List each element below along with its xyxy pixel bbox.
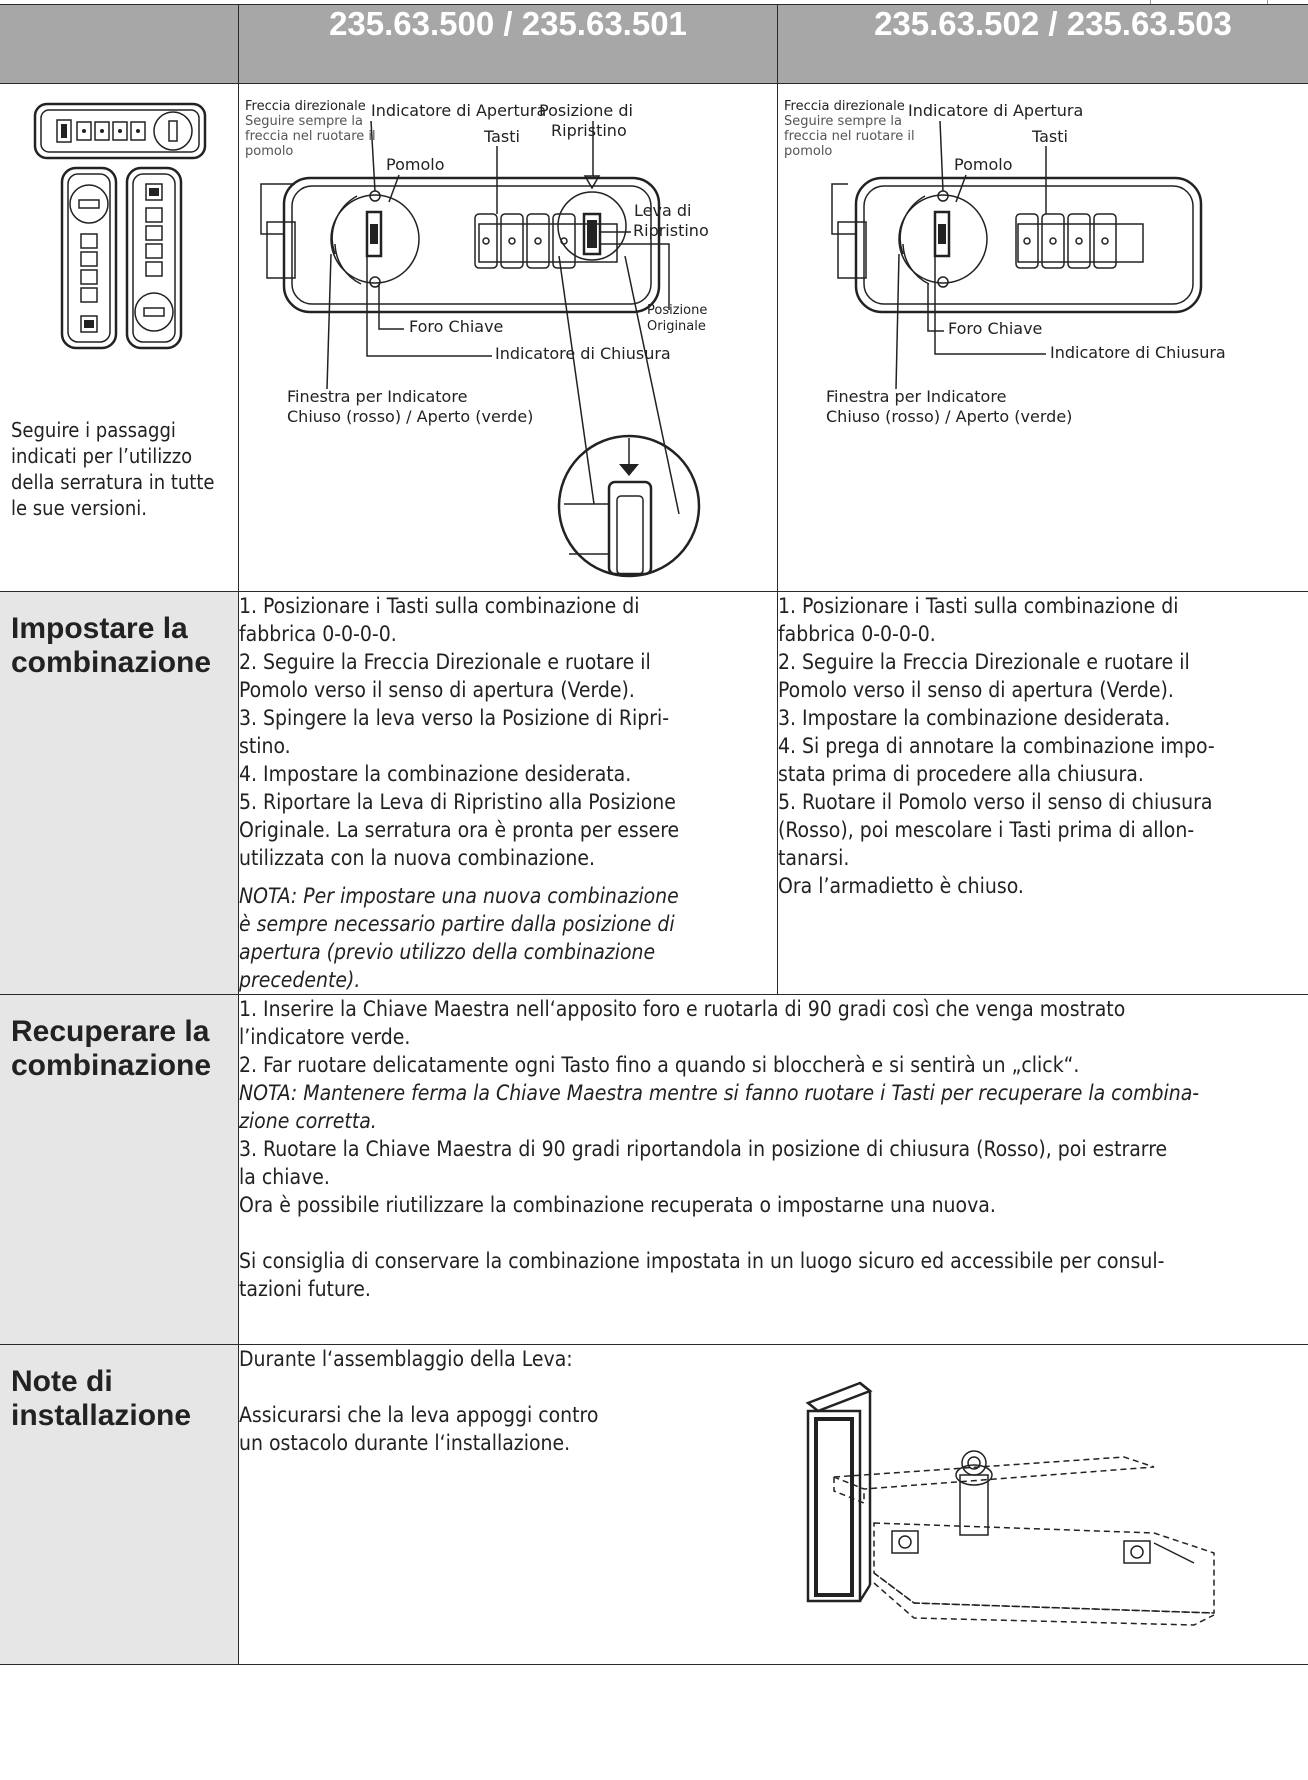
step-line: 5. Riportare la Leva di Ripristino alla Posizione: [239, 790, 676, 814]
knob-label: Pomolo: [386, 155, 445, 174]
lever-assembly: [834, 1451, 1214, 1625]
lock-diagram-a: [239, 84, 776, 586]
intro-text: Seguire i passaggi indicati per l’utilizzo della serratura in tutte le sue versioni.: [11, 418, 215, 520]
arrow-desc-line-2: freccia nel ruotare il: [784, 129, 915, 144]
step-line: 3. Spingere la leva verso la Posizione di Ripri-: [239, 706, 670, 730]
step-line: (Rosso), poi mescolare i Tasti prima di allon-: [778, 818, 1195, 842]
window-label-2: Chiuso (rosso) / Aperto (verde): [287, 407, 534, 426]
step-line: stata prima di procedere alla chiusura.: [778, 762, 1144, 786]
keys-label: Tasti: [484, 127, 520, 146]
reset-position-label-2: Ripristino: [551, 121, 627, 140]
set-combination-steps-a: [239, 592, 777, 994]
horizontal-lock-icon: [35, 104, 205, 158]
step-line: Pomolo verso il senso di apertura (Verde).: [778, 678, 1174, 702]
installation-content: [239, 1345, 1308, 1665]
recover-line: Si consiglia di conservare la combinazione impostata in un luogo sicuro ed accessibile per consul-: [239, 1249, 1165, 1273]
install-line: un ostacolo durante l‘installazione.: [239, 1431, 571, 1455]
lock-variants-illustration: [0, 84, 237, 414]
set-combination-label-line-2: combinazione: [11, 646, 212, 679]
step-line: Pomolo verso il senso di apertura (Verde).: [239, 678, 635, 702]
arrow-title-label: Freccia direzionale: [245, 99, 366, 114]
vertical-lock-icon-1: [62, 168, 116, 348]
recover-line: tazioni future.: [239, 1277, 371, 1301]
header-model-b: 235.63.502 / 235.63.503: [778, 5, 1308, 84]
set-combination-col-b: [778, 592, 1308, 995]
note-line: è sempre necessario partire dalla posizione di: [239, 912, 675, 936]
step-line: 3. Impostare la combinazione desiderata.: [778, 706, 1171, 730]
lock-body-drawing-a: [267, 176, 659, 312]
installation-notes-row: [0, 1345, 1308, 1665]
recover-combination-content: [239, 995, 1308, 1345]
diagram-row: [0, 84, 1308, 592]
reset-position-label-1: Posizione di: [539, 101, 633, 120]
set-combination-label-cell: [0, 592, 239, 995]
step-line: Ora l’armadietto è chiuso.: [778, 874, 1024, 898]
installation-label-line-2: installazione: [11, 1399, 192, 1432]
installation-label-line-1: Note di: [11, 1365, 113, 1398]
step-line: tanarsi.: [778, 846, 850, 870]
recover-note-line: zione corretta.: [239, 1109, 377, 1133]
recover-combination-row: [0, 995, 1308, 1345]
window-label-1: Finestra per Indicatore: [287, 387, 468, 406]
vertical-lock-icon-2: [127, 168, 181, 348]
set-combination-label-line-1: Impostare la: [11, 612, 188, 645]
step-line: 1. Posizionare i Tasti sulla combinazione di: [239, 594, 640, 618]
recover-label-line-1: Recuperare la: [11, 1015, 210, 1048]
keys-label: Tasti: [1032, 127, 1068, 146]
recover-steps: [239, 995, 1308, 1303]
reset-lever-label-2: Ripristino: [633, 221, 709, 240]
set-combination-steps-b: [778, 592, 1308, 900]
step-line: fabbrica 0-0-0-0.: [239, 622, 397, 646]
note-line: apertura (previo utilizzo della combinazione: [239, 940, 656, 964]
set-combination-note: [239, 882, 777, 994]
header-empty-cell: [0, 5, 239, 84]
step-line: 5. Ruotare il Pomolo verso il senso di chiusura: [778, 790, 1213, 814]
step-line: utilizzata con la nuova combinazione.: [239, 846, 595, 870]
recover-line: Ora è possibile riutilizzare la combinazione recuperata o impostarne una nuova.: [239, 1193, 996, 1217]
obstacle-block: [808, 1383, 870, 1601]
arrow-desc-line-3: pomolo: [784, 144, 833, 159]
set-combination-row: [0, 592, 1308, 995]
step-line: 1. Posizionare i Tasti sulla combinazione di: [778, 594, 1179, 618]
note-line: NOTA: Per impostare una nuova combinazione: [239, 884, 679, 908]
original-position-label-1: Posizione: [647, 303, 708, 318]
installation-label-cell: [0, 1345, 239, 1665]
step-line: fabbrica 0-0-0-0.: [778, 622, 936, 646]
recover-line: 3. Ruotare la Chiave Maestra di 90 gradi riportandola in posizione di chiusura (Rosso), poi estrarre: [239, 1137, 1168, 1161]
key-hole-label: Foro Chiave: [948, 319, 1043, 338]
lock-diagram-b: [778, 84, 1308, 586]
window-label-2: Chiuso (rosso) / Aperto (verde): [826, 407, 1073, 426]
arrow-desc-line-2: freccia nel ruotare il: [245, 129, 376, 144]
recover-combination-label-cell: [0, 995, 239, 1345]
original-position-label-2: Originale: [647, 319, 706, 334]
step-line: stino.: [239, 734, 291, 758]
intro-cell: [0, 84, 239, 592]
header-row: [0, 5, 1308, 84]
lock-body-drawing-b: [838, 178, 1201, 312]
note-line: precedente).: [239, 968, 361, 992]
install-line: Durante l‘assemblaggio della Leva:: [239, 1347, 573, 1371]
arrow-title-label: Freccia direzionale: [784, 99, 905, 114]
step-line: 2. Seguire la Freccia Direzionale e ruotare il: [239, 650, 651, 674]
recover-line: 2. Far ruotare delicatamente ogni Tasto fino a quando si bloccherà e si sentirà un „click“.: [239, 1053, 1080, 1077]
step-line: 4. Si prega di annotare la combinazione impo-: [778, 734, 1215, 758]
set-combination-col-a: [239, 592, 778, 995]
lever-installation-illustration: [794, 1363, 1224, 1633]
recover-line: la chiave.: [239, 1165, 330, 1189]
arrow-desc-line-1: Seguire sempre la: [784, 114, 902, 129]
instruction-table: [0, 4, 1308, 1665]
recover-line: l’indicatore verde.: [239, 1025, 411, 1049]
step-line: 4. Impostare la combinazione desiderata.: [239, 762, 632, 786]
install-line: Assicurarsi che la leva appoggi contro: [239, 1403, 599, 1427]
recover-note-line: NOTA: Mantenere ferma la Chiave Maestra mentre si fanno ruotare i Tasti per recuperare la combina-: [239, 1081, 1200, 1105]
close-indicator-label: Indicatore di Chiusura: [495, 344, 671, 363]
header-model-a: 235.63.500 / 235.63.501: [239, 5, 778, 84]
knob-label: Pomolo: [954, 155, 1013, 174]
step-line: Originale. La serratura ora è pronta per essere: [239, 818, 680, 842]
recover-label-line-2: combinazione: [11, 1049, 212, 1082]
open-indicator-label: Indicatore di Apertura: [908, 101, 1084, 120]
open-indicator-label: Indicatore di Apertura: [371, 101, 547, 120]
key-hole-label: Foro Chiave: [409, 317, 504, 336]
arrow-desc-line-3: pomolo: [245, 144, 294, 159]
step-line: 2. Seguire la Freccia Direzionale e ruotare il: [778, 650, 1190, 674]
recover-line: 1. Inserire la Chiave Maestra nell‘apposito foro e ruotarla di 90 gradi così che venga mostrato: [239, 997, 1126, 1021]
reset-lever-label-1: Leva di: [634, 201, 692, 220]
window-label-1: Finestra per Indicatore: [826, 387, 1007, 406]
diagram-a-cell: [239, 84, 778, 592]
arrow-desc-line-1: Seguire sempre la: [245, 114, 363, 129]
close-indicator-label: Indicatore di Chiusura: [1050, 343, 1226, 362]
diagram-b-cell: [778, 84, 1308, 592]
